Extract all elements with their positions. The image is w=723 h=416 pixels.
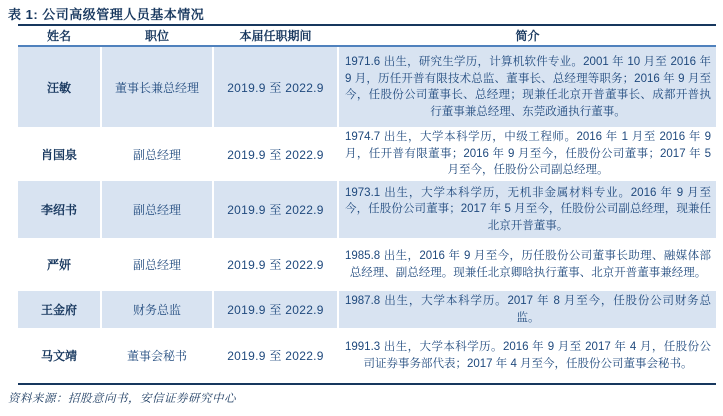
name-cell: 汪敏 <box>46 80 71 95</box>
table-row <box>18 181 716 238</box>
bio-cell: 1985.8 出生，2016 年 9 月至今，历任股份公司董事长助理、融媒体部总经理、副总经理。现兼任北京卿晗执行董事、北京开普董事兼经理。 <box>337 238 716 291</box>
header-term: 本届任职期间 <box>212 27 337 44</box>
header-name: 姓名 <box>46 29 71 43</box>
position-cell: 董事会秘书 <box>100 328 212 383</box>
table-row <box>18 47 716 127</box>
term-cell: 2019.9 至 2022.9 <box>212 181 337 238</box>
bio-cell: 1991.3 出生，大学本科学历。2016 年 9 月至 2017 年 4 月，任股份公司证券事务部代表；2017 年 4 月至今，任股份公司董事会秘书。 <box>337 328 716 383</box>
bio-cell: 1971.6 出生，研究生学历，计算机软件专业。2001 年 10 月至 2016 年 9 月，历任开普有限技术总监、董事长、总经理等职务；2016 年 9 月至今，任股份公司董事长、总经理；现兼任北京开普董事长、成都开普执行董事兼总经理、东莞政通执行董事。 <box>337 47 716 127</box>
table-row <box>18 328 716 383</box>
name-cell: 李绍书 <box>40 203 77 217</box>
table-title: 表 1: 公司高级管理人员基本情况 <box>8 7 205 22</box>
header-bio: 简介 <box>337 27 716 44</box>
term-cell: 2019.9 至 2022.9 <box>212 47 337 127</box>
position-cell: 副总经理 <box>100 238 212 291</box>
table-header-row <box>18 26 716 47</box>
term-cell: 2019.9 至 2022.9 <box>212 328 337 383</box>
term-cell: 2019.9 至 2022.9 <box>212 291 337 328</box>
management-table <box>18 24 716 385</box>
position-cell: 副总经理 <box>100 127 212 181</box>
data-source-note: 资料来源：招股意向书，安信证券研究中心 <box>8 393 236 405</box>
name-cell: 肖国泉 <box>40 147 77 162</box>
table-row <box>18 127 716 181</box>
term-cell: 2019.9 至 2022.9 <box>212 238 337 291</box>
position-cell: 董事长兼总经理 <box>100 47 212 127</box>
name-cell: 马文靖 <box>40 349 77 363</box>
table-row <box>18 238 716 291</box>
term-cell: 2019.9 至 2022.9 <box>212 127 337 181</box>
position-cell: 财务总监 <box>100 291 212 328</box>
header-position: 职位 <box>100 27 212 44</box>
name-cell: 严妍 <box>46 258 71 272</box>
bio-cell: 1973.1 出生，大学本科学历，无机非金属材料专业。2016 年 9 月至今，任股份公司董事；2017 年 5 月至今，任股份公司副总经理，现兼任北京开普董事。 <box>337 181 716 238</box>
bio-cell: 1974.7 出生，大学本科学历，中级工程师。2016 年 1 月至 2016 年 9 月，任开普有限董事；2016 年 9 月至今，任股份公司董事；2017 年 5 月至今，任股份公司副总经理。 <box>337 127 716 181</box>
name-cell: 王金府 <box>40 303 77 317</box>
table-row <box>18 291 716 328</box>
bio-cell: 1987.8 出生，大学本科学历。2017 年 8 月至今，任股份公司财务总监。 <box>337 291 716 328</box>
position-cell: 副总经理 <box>100 181 212 238</box>
